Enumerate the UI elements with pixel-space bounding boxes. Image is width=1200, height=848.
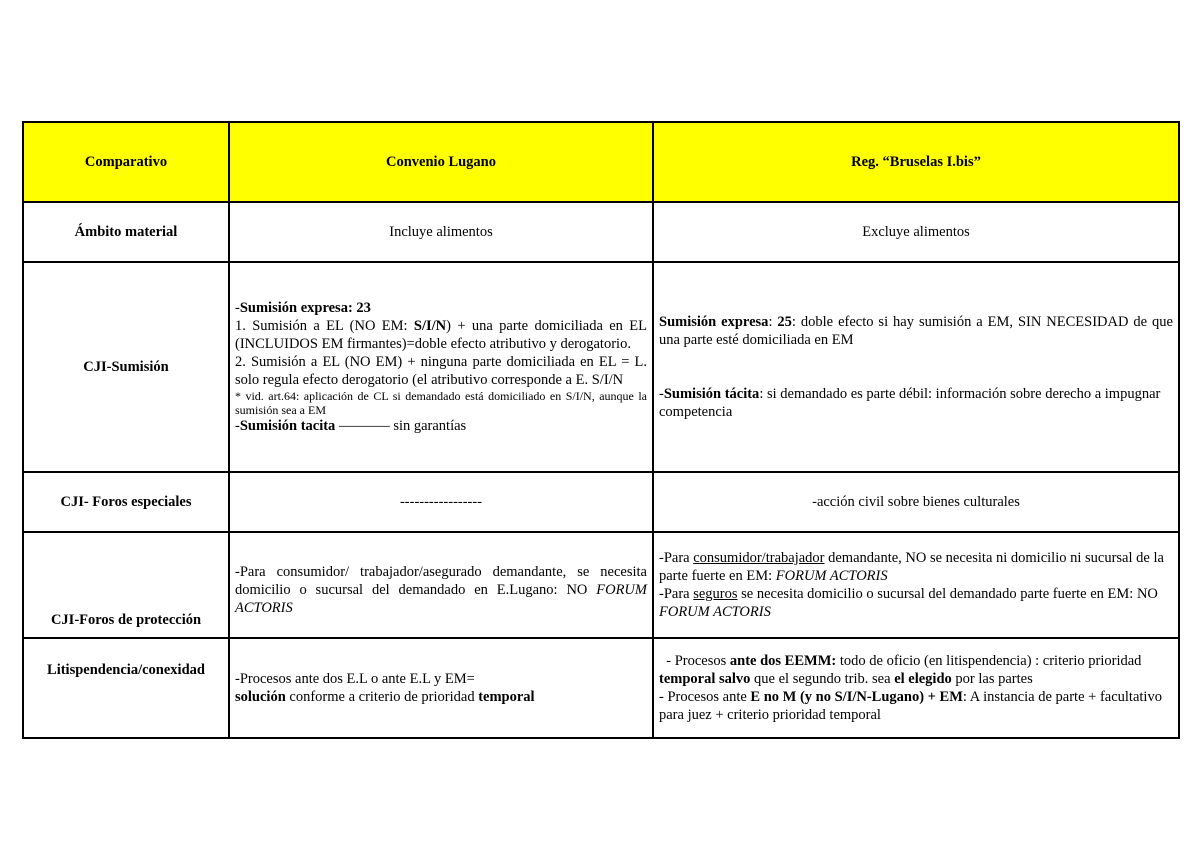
header-lugano: Convenio Lugano (229, 122, 653, 202)
lugano-sumision (229, 262, 653, 472)
row-label-litis: Litispendencia/conexidad (23, 638, 229, 738)
header-comparativo: Comparativo (23, 122, 229, 202)
spacer (659, 349, 1173, 385)
bruselas-litis (653, 638, 1179, 738)
lugano-ambito: Incluye alimentos (229, 202, 653, 262)
row-litis (23, 638, 1179, 738)
lugano-expresa-title: -Sumisión expresa: 23 (235, 300, 371, 316)
lugano-proteccion: -Para consumidor/ trabajador/asegurado demandante, se necesita domicilio o sucursal del demandado en E.Lugano: NO FORUM ACTORIS (229, 532, 653, 638)
bruselas-proteccion-seguros: -Para seguros se necesita domicilio o sucursal del demandado parte fuerte en EM: NO FORUM ACTORIS (659, 586, 1158, 620)
lugano-sumision-point-1: 1. Sumisión a EL (NO EM: S/I/N) + una parte domiciliada en EL (INCLUIDOS EM firmantes)=doble efecto atributivo y derogatorio. (235, 318, 647, 352)
lugano-litis-line-1: -Procesos ante dos E.L o ante E.L y EM= (235, 671, 475, 687)
bruselas-proteccion-consumidor: -Para consumidor/trabajador demandante, NO se necesita ni domicilio ni sucursal de la parte fuerte en EM: FORUM ACTORIS (659, 550, 1164, 584)
bruselas-tacita: -Sumisión tácita: si demandado es parte débil: información sobre derecho a impugnar competencia (659, 386, 1161, 420)
bruselas-ambito: Excluye alimentos (653, 202, 1179, 262)
row-sumision (23, 262, 1179, 472)
bruselas-expresa: Sumisión expresa: 25: doble efecto si hay sumisión a EM, SIN NECESIDAD de que una parte esté domiciliada en EM (659, 314, 1173, 348)
lugano-litis-line-2: solución conforme a criterio de prioridad temporal (235, 689, 535, 705)
row-label-proteccion: CJI-Foros de protección (23, 532, 229, 638)
comparison-table (22, 121, 1180, 739)
lugano-tacita: -Sumisión tacita ––––––– sin garantías (235, 418, 467, 434)
lugano-especiales: ----------------- (229, 472, 653, 532)
bruselas-litis-enom: - Procesos ante E no M (y no S/I/N-Lugano) + EM: A instancia de parte + facultativo para juez + criterio prioridad temporal (659, 689, 1162, 723)
lugano-sumision-point-2: 2. Sumisión a EL (NO EM) + ninguna parte domiciliada en EL = L. solo regula efecto derogatorio (el atributivo corresponde a E. S/I/N (235, 354, 647, 388)
row-ambito (23, 202, 1179, 262)
header-row (23, 122, 1179, 202)
lugano-sumision-note: * vid. art.64: aplicación de CL si demandado está domiciliado en S/I/N, aunque la sumisión sea a EM (235, 389, 647, 417)
header-bruselas: Reg. “Bruselas I.bis” (653, 122, 1179, 202)
bruselas-proteccion (653, 532, 1179, 638)
bruselas-especiales: -acción civil sobre bienes culturales (653, 472, 1179, 532)
bruselas-litis-eemm: - Procesos ante dos EEMM: todo de oficio (en litispendencia) : criterio prioridad temporal salvo que el segundo trib. sea el elegido por las partes (659, 653, 1146, 687)
row-especiales (23, 472, 1179, 532)
row-proteccion (23, 532, 1179, 638)
row-label-especiales: CJI- Foros especiales (23, 472, 229, 532)
row-label-sumision: CJI-Sumisión (23, 262, 229, 472)
bruselas-sumision (653, 262, 1179, 472)
lugano-litis (229, 638, 653, 738)
row-label-ambito: Ámbito material (23, 202, 229, 262)
